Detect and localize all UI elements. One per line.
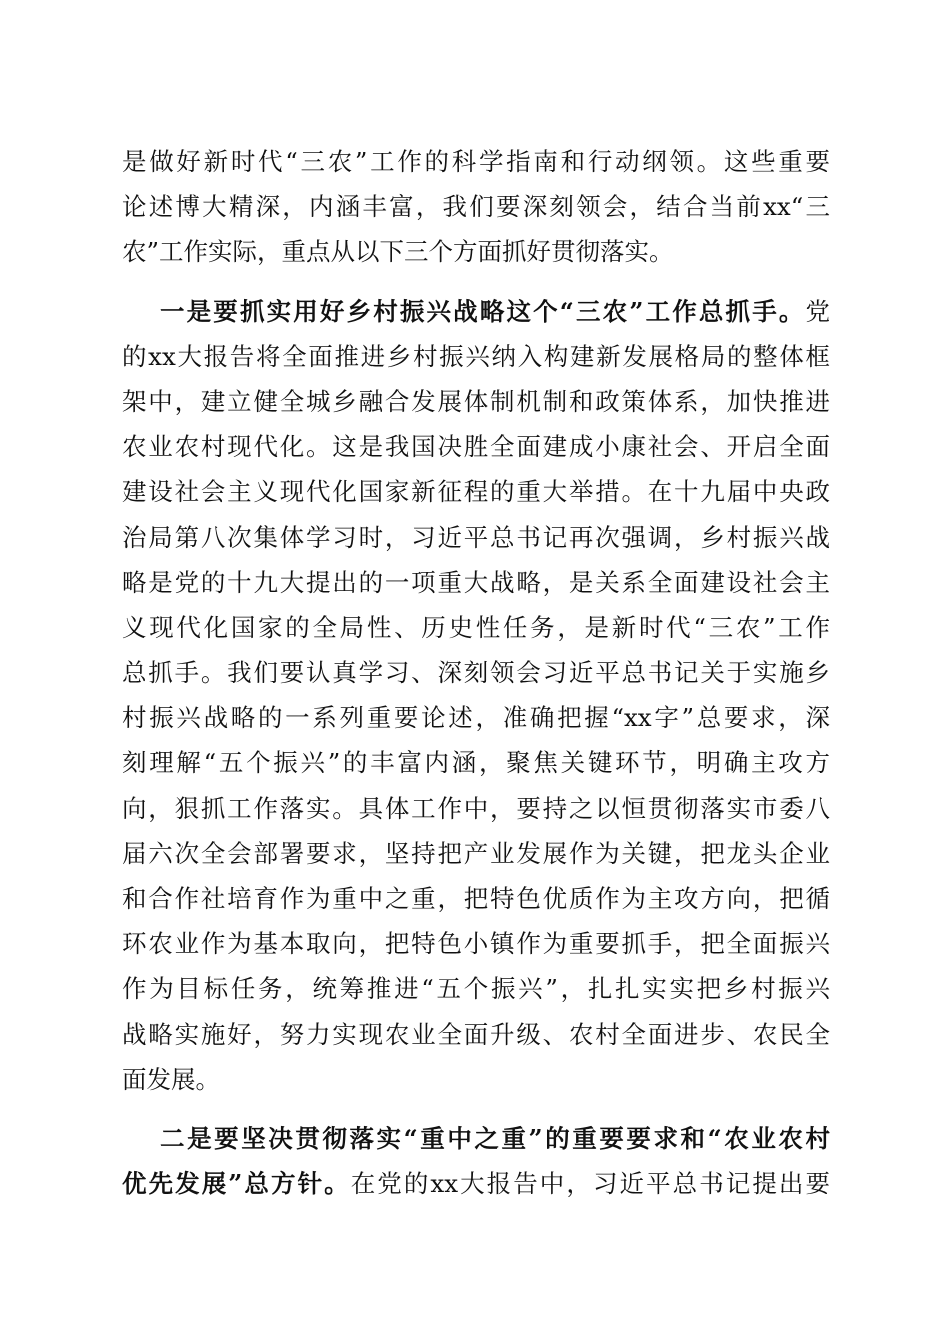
paragraph-line: 村振兴战略的一系列重要论述，准确把握“xx字”总要求，深 — [122, 703, 830, 733]
paragraph-line: 是做好新时代“三农”工作的科学指南和行动纲领。这些重要 — [122, 147, 830, 176]
paragraph-line: 和合作社培育作为重中之重，把特色优质作为主攻方向，把循 — [122, 884, 830, 913]
paragraph-text: 在党的xx大报告中，习近平总书记提出要 — [350, 1169, 830, 1199]
paragraph-line: 建设社会主义现代化国家新征程的重大举措。在十九届中央政 — [122, 477, 830, 507]
paragraph-1 — [122, 139, 830, 275]
paragraph-line: 战略实施好，努力实现农业全面升级、农村全面进步、农民全 — [122, 1019, 830, 1049]
paragraph-line: 治局第八次集体学习时，习近平总书记再次强调，乡村振兴战 — [122, 522, 830, 552]
paragraph-2 — [122, 289, 830, 1102]
paragraph-line: 向，狠抓工作落实。具体工作中，要持之以恒贯彻落实市委八 — [122, 793, 830, 823]
paragraph-line: 环农业作为基本取向，把特色小镇作为重要抓手，把全面振兴 — [122, 929, 830, 959]
paragraph-line: 面发展。 — [122, 1064, 220, 1094]
paragraph-line — [122, 1161, 830, 1206]
document-body — [122, 139, 830, 1206]
paragraph-line: 架中，建立健全城乡融合发展体制机制和政策体系，加快推进 — [122, 386, 830, 416]
paragraph-heading: 二是要坚决贯彻落实“重中之重”的重要要求和“农业农村 — [160, 1123, 830, 1153]
paragraph-text: 党 — [805, 296, 830, 326]
paragraph-first-line — [122, 289, 830, 334]
paragraph-line: 农业农村现代化。这是我国决胜全面建成小康社会、开启全面 — [122, 432, 830, 462]
paragraph-line: 的xx大报告将全面推进乡村振兴纳入构建新发展格局的整体框 — [122, 341, 830, 371]
paragraph-line: 论述博大精深，内涵丰富，我们要深刻领会，结合当前xx“三 — [122, 192, 830, 222]
paragraph-line: 总抓手。我们要认真学习、深刻领会习近平总书记关于实施乡 — [122, 658, 830, 688]
paragraph-3 — [122, 1116, 830, 1206]
paragraph-heading: 一是要抓实用好乡村振兴战略这个“三农”工作总抓手。 — [160, 296, 806, 326]
paragraph-line: 义现代化国家的全局性、历史性任务，是新时代“三农”工作 — [122, 612, 830, 642]
paragraph-line: 农”工作实际，重点从以下三个方面抓好贯彻落实。 — [122, 237, 674, 267]
paragraph-line: 届六次全会部署要求，坚持把产业发展作为关键，把龙头企业 — [122, 838, 830, 868]
paragraph-line: 作为目标任务，统筹推进“五个振兴”，扎扎实实把乡村振兴 — [122, 974, 830, 1004]
paragraph-heading-continued: 优先发展”总方针。 — [122, 1169, 351, 1199]
paragraph-line: 刻理解“五个振兴”的丰富内涵，聚焦关键环节，明确主攻方 — [122, 748, 830, 778]
paragraph-line: 略是党的十九大提出的一项重大战略，是关系全面建设社会主 — [122, 567, 830, 597]
